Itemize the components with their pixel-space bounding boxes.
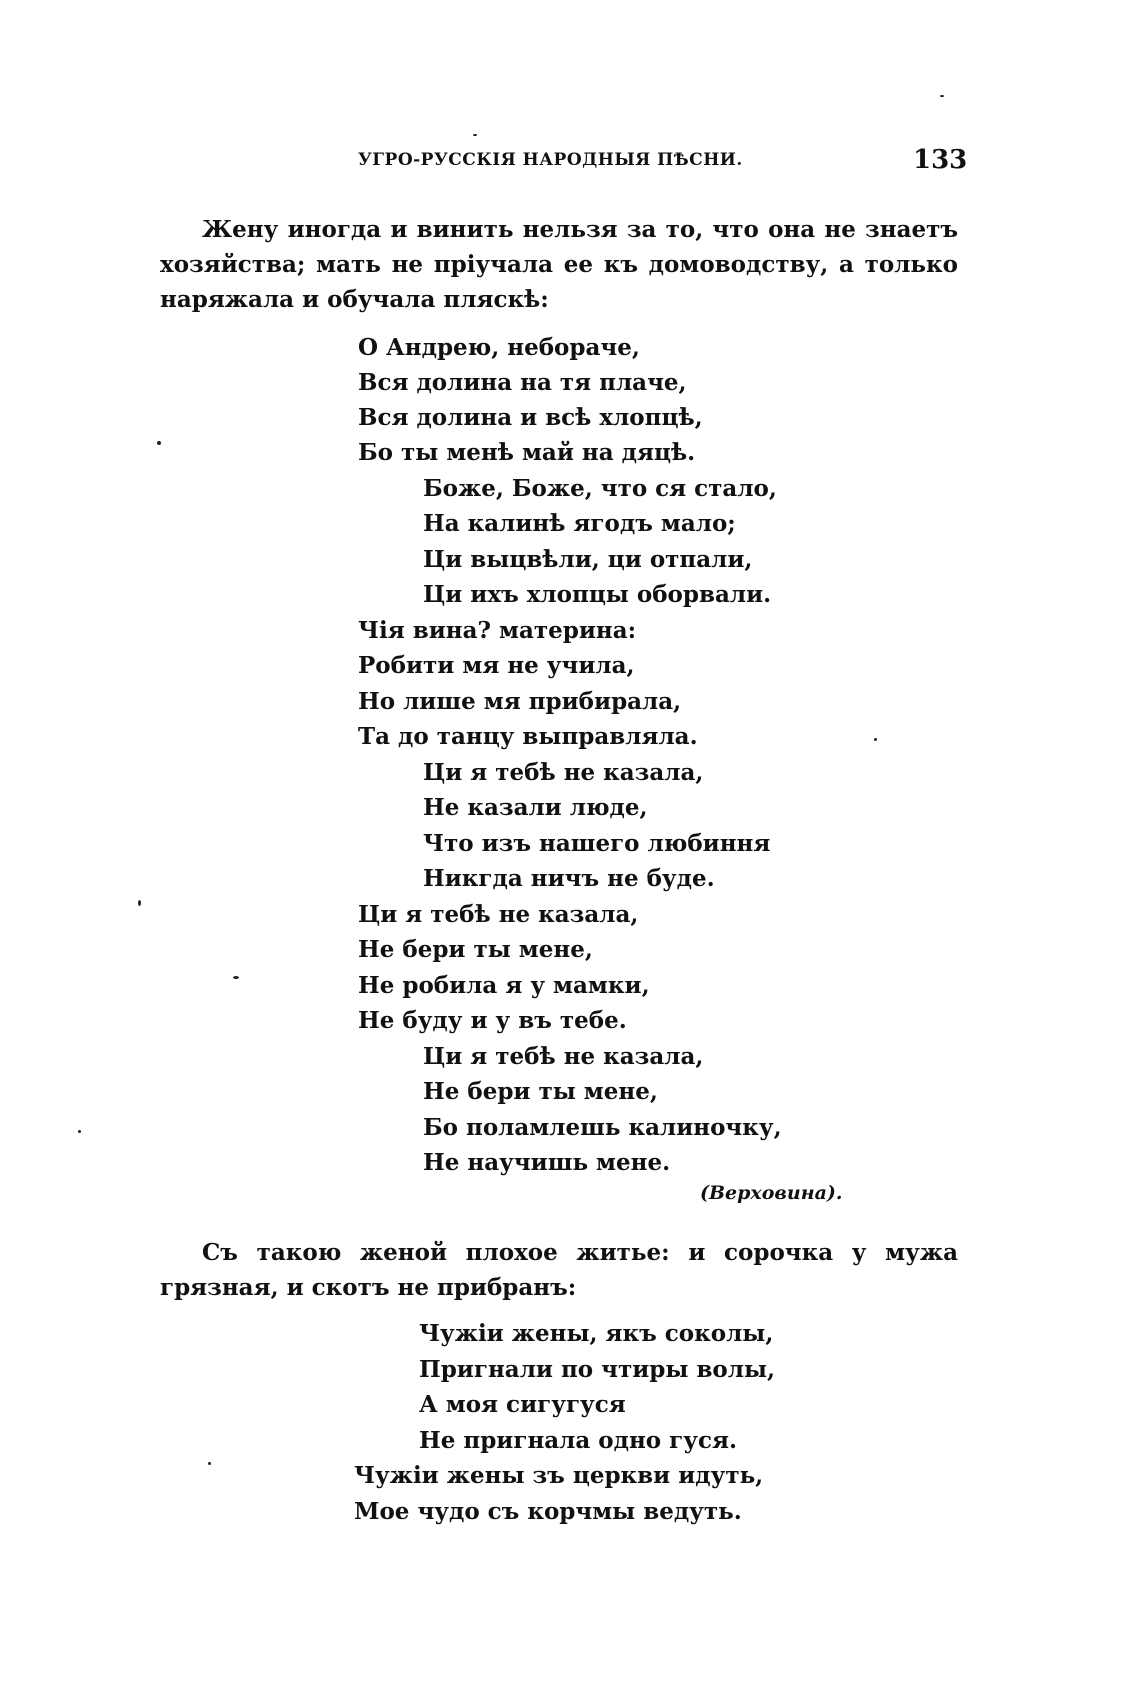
scan-speck — [473, 134, 477, 136]
song-2-line: Чужіи жены зъ церкви идуть, — [354, 1462, 764, 1489]
song-1-line: Не бери ты мене, — [358, 936, 593, 963]
intro-paragraph — [160, 212, 958, 317]
scan-speck — [874, 738, 877, 741]
song-1-line: Но лише мя прибирала, — [358, 688, 682, 715]
intro-paragraph-text: Жену иногда и винить нельзя за то, что она не знаетъ хозяйства; мать не пріучала ее къ домоводству, а только наряжала и обучала пляскѣ: — [160, 216, 958, 313]
scan-speck — [940, 95, 944, 97]
scan-speck — [208, 1462, 211, 1465]
running-title: УГРО-РУССКІЯ НАРОДНЫЯ ПѢСНИ. — [358, 150, 743, 170]
song-2-line: Мое чудо съ корчмы ведуть. — [354, 1498, 742, 1525]
song-1-line: Ци ихъ хлопцы оборвали. — [423, 581, 772, 608]
scan-speck — [157, 441, 161, 445]
song-1-line: Боже, Боже, что ся стало, — [423, 475, 777, 502]
song-1-line: Ци я тебѣ не казала, — [358, 901, 639, 928]
song-1-line: Что изъ нашего любиння — [423, 830, 771, 857]
song-1-attribution: (Верховина). — [700, 1182, 843, 1204]
song-1-line: Не буду и у въ тебе. — [358, 1007, 627, 1034]
song-1-line: Та до танцу выправляла. — [358, 723, 698, 750]
song-1-line: О Андрею, небораче, — [358, 334, 640, 361]
song-1-line: Бо поламлешь калиночку, — [423, 1114, 782, 1141]
second-paragraph — [160, 1235, 958, 1305]
scan-speck — [138, 900, 141, 906]
song-1-line: Не научишь мене. — [423, 1149, 671, 1176]
song-1-line: На калинѣ ягодъ мало; — [423, 510, 736, 537]
song-1-line: Никгда ничъ не буде. — [423, 865, 715, 892]
song-2-line: А моя сигугуся — [419, 1391, 626, 1418]
song-1-line: Ци я тебѣ не казала, — [423, 759, 704, 786]
song-1-line: Робити мя не учила, — [358, 652, 635, 679]
second-paragraph-text: Съ такою женой плохое житье: и сорочка у мужа грязная, и скотъ не прибранъ: — [160, 1239, 958, 1301]
song-1-line: Ци я тебѣ не казала, — [423, 1043, 704, 1070]
song-1-line: Вся долина на тя плаче, — [358, 369, 687, 396]
scan-speck — [233, 976, 239, 979]
song-1-line: Не бери ты мене, — [423, 1078, 658, 1105]
song-1-line: Бо ты менѣ май на дяцѣ. — [358, 439, 696, 466]
song-2-line: Не пригнала одно гуся. — [419, 1427, 737, 1454]
song-2-line: Чужіи жены, якъ соколы, — [419, 1320, 774, 1347]
song-1-line: Ци выцвѣли, ци отпали, — [423, 546, 753, 573]
song-1-line: Чія вина? материна: — [358, 617, 637, 644]
song-2-line: Пригнали по чтиры волы, — [419, 1356, 776, 1383]
song-1-line: Не робила я у мамки, — [358, 972, 650, 999]
scan-speck — [78, 1130, 81, 1133]
song-1-line: Не казали люде, — [423, 794, 648, 821]
page-number: 133 — [913, 145, 968, 175]
song-1-line: Вся долина и всѣ хлопцѣ, — [358, 404, 703, 431]
